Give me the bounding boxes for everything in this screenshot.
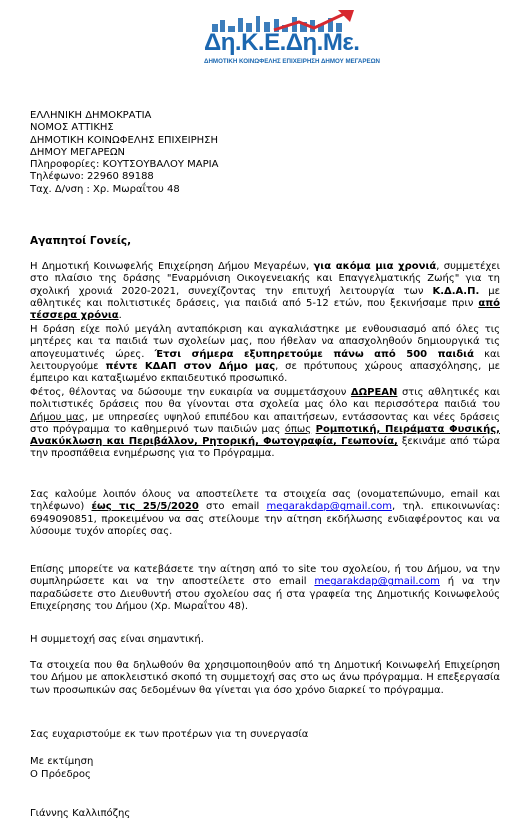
closing-title: Ο Πρόεδρος xyxy=(30,769,91,780)
greeting: Αγαπητοί Γονείς, xyxy=(30,235,132,247)
paragraph-8: Σας ευχαριστούμε εκ των προτέρων για τη συνεργασία xyxy=(30,729,309,740)
sender-header xyxy=(30,110,330,196)
header-line: Ταχ. Δ/νση : Χρ. Μωραΐτου 48 xyxy=(30,183,180,195)
signature-name: Γιάννης Καλλιπόζης xyxy=(30,808,131,819)
paragraph-1: Η Δημοτική Κοινωφελής Επιχείρηση Δήμου Μεγαρέων, για ακόμα μια χρονιά, συμμετέχει στο πλαίσιο της δράσης "Εναρμόνιση Οικογενειακής και Επαγγελματικής Ζωής" για τη σχολική χρονιά 2020-2021, συνεχίζοντας την επιτυχή λειτουργία των Κ.Δ.Α.Π. με αθλητικές και πολιτιστικές δράσεις, για παιδιά από 5-12 ετών, που ξεκινήσαμε πριν από τέσσερα χρόνια. xyxy=(30,261,501,322)
email-link[interactable]: megarakdap@gmail.com xyxy=(266,501,393,513)
logo-subtitle: ΔΗΜΟΤΙΚΗ ΚΟΙΝΩΦΕΛΗΣ ΕΠΙΧΕΙΡΗΣΗ ΔΗΜΟΥ ΜΕΓΑΡΕΩΝ xyxy=(204,58,381,65)
header-line: ΔΗΜΟΥ ΜΕΓΑΡΕΩΝ xyxy=(30,146,125,158)
header-line: ΝΟΜΟΣ ΑΤΤΙΚΗΣ xyxy=(30,122,114,134)
closing-line: Με εκτίμηση xyxy=(30,756,94,767)
logo-name: Δη.Κ.Ε.Δη.Με. xyxy=(204,29,360,56)
paragraph-7: Τα στοιχεία που θα δηλωθούν θα χρησιμοποιηθούν από τη Δημοτική Κοινωφελή Επιχείρηση του Δήμου με αποκλειστικό σκοπό τη συμμετοχή σας στο ως άνω πρόγραμμα. Η επεξεργασία των προσωπικών σας δεδομένων θα γίνεται για όσο χρόνο διαρκεί το πρόγραμμα. xyxy=(30,660,500,696)
email-link[interactable]: megarakdap@gmail.com xyxy=(314,576,440,588)
paragraph-6: Η συμμετοχή σας είναι σημαντική. xyxy=(30,634,204,645)
paragraph-5: Επίσης μπορείτε να κατεβάσετε την αίτηση από το site του σχολείου, ή του Δήμου, να την συμπληρώσετε και να την αποστείλετε στο email megarakdap@gmail.com ή να την παραδώσετε στο Διευθυντή στου σχολείου σας ή στα γραφεία της Δημοτικής Κοινωφελούς Επιχείρησης του Δήμου (Χρ. Μωραΐτου 48). xyxy=(30,564,500,612)
header-line: ΔΗΜΟΤΙΚΗ ΚΟΙΝΩΦΕΛΗΣ ΕΠΙΧΕΙΡΗΣΗ xyxy=(30,134,219,146)
header-line: ΕΛΛΗΝΙΚΗ ΔΗΜΟΚΡΑΤΙΑ xyxy=(30,110,152,121)
company-logo xyxy=(204,8,381,66)
header-line: Πληροφορίες: ΚΟΥΤΣΟΥΒΑΛΟΥ ΜΑΡΙΑ xyxy=(30,159,219,171)
header-line: Τηλέφωνο: 22960 89188 xyxy=(30,171,154,183)
paragraph-4: Σας καλούμε λοιπόν όλους να αποστείλετε τα στοιχεία σας (ονοματεπώνυμο, email και τηλέφωνο) έως τις 25/5/2020 στο email megarakdap@gmail.com, τηλ. επικοινωνίας: 6949090851, προκειμένου να σας στείλουμε την αίτηση εκδήλωσης ενδιαφέροντος και να λύσουμε τυχόν απορίες σας. xyxy=(30,489,500,537)
paragraph-3: Φέτος, θέλοντας να δώσουμε την ευκαιρία να συμμετάσχουν ΔΩΡΕΑΝ στις αθλητικές και πολιτιστικές δράσεις που θα γίνονται στα σχολεία μας όλο και περισσότερα παιδιά του Δήμου μας, με υπηρεσίες υψηλού επιπέδου και απαιτήσεων, εντάσσοντας και νέες δράσεις στο πρόγραμμα το καθημερινό των παιδιών μας όπως Ρομποτική, Πειράματα Φυσικής, Ανακύκλωση και Περιβάλλον, Ρητορική, Φωτογραφία, Γεωπονία, ξεκινάμε από τώρα την προσπάθεια ενημέρωσης για το Πρόγραμμα. xyxy=(30,387,500,460)
paragraph-2: Η δράση είχε πολύ μεγάλη ανταπόκριση και αγκαλιάστηκε με ενθουσιασμό από όλες τις μητέρες και τα παιδιά των σχολείων μας, που ήθελαν να απασχοληθούν δημιουργικά τις απογευματινές ώρες. Έτσι σήμερα εξυπηρετούμε πάνω από 500 παιδιά και λειτουργούμε πέντε ΚΔΑΠ στον Δήμο μας, σε πρότυπους χώρους απασχόλησης, με έμπειρο και καταξιωμένο εκπαιδευτικό προσωπικό. xyxy=(30,324,500,385)
